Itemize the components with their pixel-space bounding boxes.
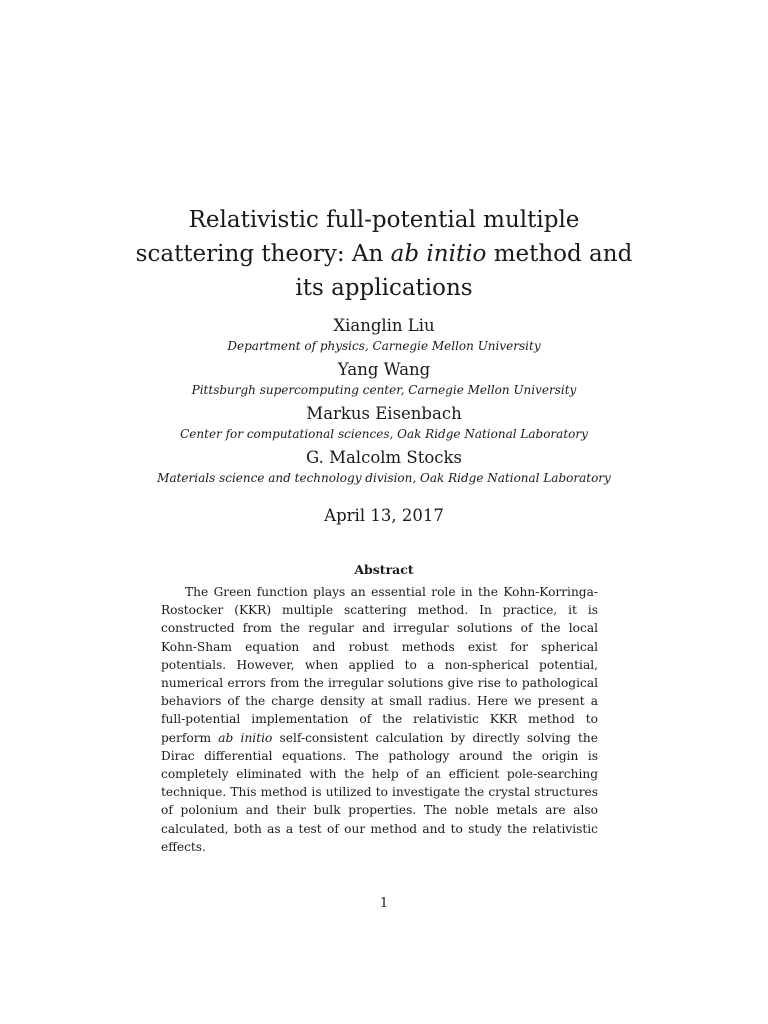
abstract-italic: ab initio: [218, 730, 273, 745]
author-name: G. Malcolm Stocks: [305, 448, 462, 467]
abstract-text-1: The Green function plays an essential role in the Kohn-Korringa-Rostocker (KKR) multiple scattering method. In practice, it is constructed from the regular and irregular solutions of the local Kohn-Sham equation and robust methods exist for spherical potentials. However, when applied to a non-spherical potential, numerical errors from the irregular solutions give rise to pathological behaviors of the charge density at small radius. Here we present a full-potential implementation of the relativistic KKR method to perform: [161, 585, 598, 745]
title-italic: ab initio: [390, 241, 487, 267]
author-name: Markus Eisenbach: [306, 404, 462, 423]
abstract-heading: Abstract: [354, 562, 414, 577]
author-affiliation: Pittsburgh supercomputing center, Carnegie Mellon University: [191, 383, 577, 397]
title-part-1: Relativistic full-potential multiple scattering theory: An: [135, 207, 580, 267]
publication-date: April 13, 2017: [324, 506, 444, 525]
author-list: [100, 315, 668, 491]
author-name: Yang Wang: [337, 360, 431, 379]
author-affiliation: Center for computational sciences, Oak Ridge National Laboratory: [180, 427, 588, 441]
abstract-body: [161, 583, 598, 856]
page-number: 1: [379, 896, 389, 911]
paper-title: [130, 203, 638, 305]
author-affiliation: Materials science and technology division, Oak Ridge National Laboratory: [157, 471, 611, 485]
author-affiliation: Department of physics, Carnegie Mellon University: [227, 339, 541, 353]
author-name: Xianglin Liu: [333, 316, 435, 335]
title-part-2: method and its applications: [295, 241, 633, 301]
abstract-text-2: self-consistent calculation by directly solving the Dirac differential equations. The pathology around the origin is completely eliminated with the help of an efficient pole-searching technique. This method is utilized to investigate the crystal structures of polonium and their bulk properties. The noble metals are also calculated, both as a test of our method and to study the relativistic effects.: [161, 730, 598, 854]
